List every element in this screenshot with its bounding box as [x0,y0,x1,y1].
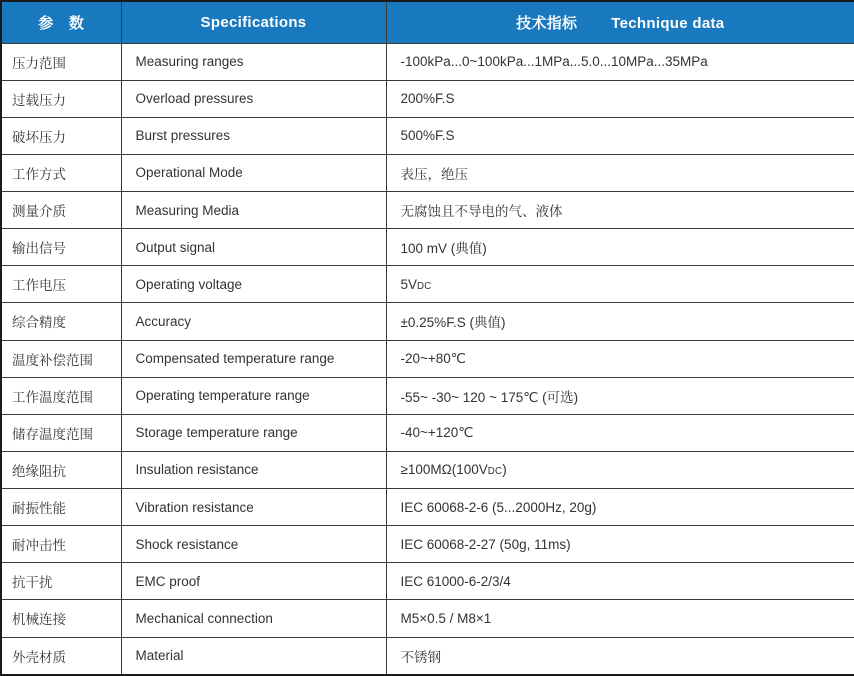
param-cell: 温度补偿范围 [1,340,121,377]
value-segment: 5V [400,276,418,292]
param-cell: 测量介质 [1,192,121,229]
value-cell [386,43,854,80]
value-cell [386,600,854,637]
table-row [1,563,854,600]
value-cell [386,117,854,154]
spec-cell: Compensated temperature range [121,340,386,377]
value-segment: 500%F.S [400,128,455,144]
param-cell: 绝缘阻抗 [1,451,121,488]
spec-cell: Output signal [121,229,386,266]
value-cell [386,80,854,117]
value-segment: -40~+120℃ [400,424,474,440]
spec-cell: Accuracy [121,303,386,340]
param-cell: 耐冲击性 [1,526,121,563]
table-row [1,600,854,637]
value-segment: 不锈钢 [400,649,441,665]
spec-cell: Operating voltage [121,266,386,303]
table-row [1,489,854,526]
spec-cell: EMC proof [121,563,386,600]
value-segment: ±0.25%F.S (典值) [400,315,506,331]
spec-cell: Shock resistance [121,526,386,563]
spec-cell: Storage temperature range [121,414,386,451]
spec-cell: Vibration resistance [121,489,386,526]
header-tech-en-label: Technique data [611,14,725,32]
header-specifications [121,1,386,43]
value-cell [386,266,854,303]
value-cell [386,414,854,451]
value-cell [386,451,854,488]
table-row [1,266,854,303]
param-cell: 输出信号 [1,229,121,266]
table-row [1,414,854,451]
value-segment: 表压，绝压 [400,166,468,182]
value-segment: ≥100MΩ(100V [400,462,488,478]
value-segment: DC [417,280,432,292]
table-row [1,117,854,154]
header-param-label: 参 数 [38,14,85,32]
param-cell: 破坏压力 [1,117,121,154]
value-cell [386,526,854,563]
param-cell: 储存温度范围 [1,414,121,451]
param-cell: 耐振性能 [1,489,121,526]
value-cell [386,489,854,526]
value-cell [386,303,854,340]
spec-cell: Measuring Media [121,192,386,229]
param-cell: 工作方式 [1,154,121,191]
spec-cell: Insulation resistance [121,451,386,488]
value-cell [386,377,854,414]
table-row [1,637,854,675]
param-cell: 工作电压 [1,266,121,303]
table-header [1,1,854,43]
spec-cell: Measuring ranges [121,43,386,80]
spec-cell: Material [121,637,386,675]
value-segment: -20~+80℃ [400,350,466,366]
param-cell: 综合精度 [1,303,121,340]
table-row [1,526,854,563]
value-segment: M5×0.5 / M8×1 [400,610,492,626]
header-row [1,1,854,43]
table-row [1,192,854,229]
table-row [1,451,854,488]
table-row [1,377,854,414]
value-segment: IEC 61000-6-2/3/4 [400,573,511,589]
spec-cell: Overload pressures [121,80,386,117]
value-segment: ) [502,462,507,478]
header-specifications-label: Specifications [200,13,307,31]
value-segment: IEC 60068-2-6 (5...2000Hz, 20g) [400,499,597,515]
spec-cell: Mechanical connection [121,600,386,637]
value-segment: 无腐蚀且不导电的气、液体 [400,204,563,220]
spec-table-body [1,43,854,675]
header-tech-cn-label: 技术指标 [516,14,578,32]
value-cell [386,340,854,377]
table-row [1,154,854,191]
table-row [1,43,854,80]
value-cell [386,637,854,675]
value-cell [386,229,854,266]
spec-cell: Burst pressures [121,117,386,154]
value-cell [386,154,854,191]
param-cell: 工作温度范围 [1,377,121,414]
param-cell: 机械连接 [1,600,121,637]
value-cell [386,563,854,600]
param-cell: 压力范围 [1,43,121,80]
table-row [1,303,854,340]
value-segment: -55~ -30~ 120 ~ 175℃ (可选) [400,389,579,405]
spec-cell: Operational Mode [121,154,386,191]
spec-cell: Operating temperature range [121,377,386,414]
value-segment: 100 mV (典值) [400,241,487,257]
value-segment: -100kPa...0~100kPa...1MPa...5.0...10MPa...35MPa [400,54,708,70]
param-cell: 外壳材质 [1,637,121,675]
header-technique-data [386,1,854,43]
value-segment: 200%F.S [400,91,455,107]
param-cell: 过载压力 [1,80,121,117]
value-segment: IEC 60068-2-27 (50g, 11ms) [400,536,571,552]
table-row [1,340,854,377]
param-cell: 抗干扰 [1,563,121,600]
table-row [1,229,854,266]
value-segment: DC [487,466,503,478]
value-cell [386,192,854,229]
table-row [1,80,854,117]
header-param [1,1,121,43]
